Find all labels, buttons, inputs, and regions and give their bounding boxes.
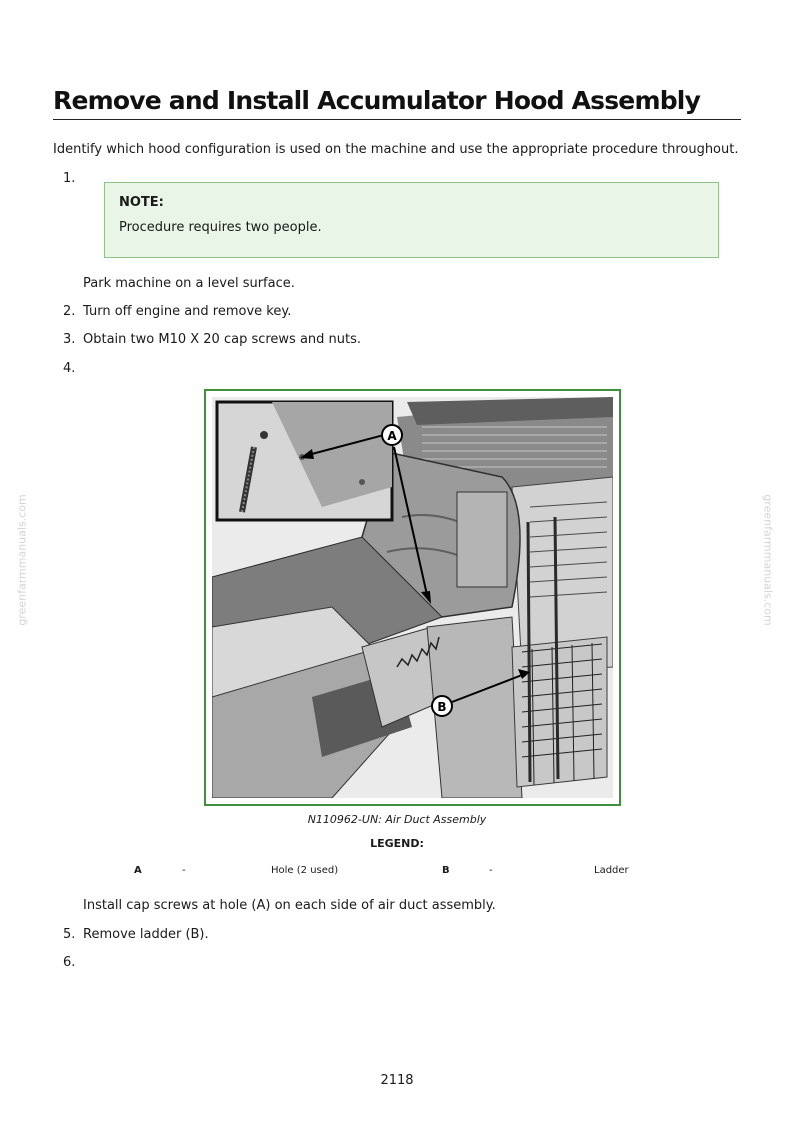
page-number: 2118 bbox=[380, 1073, 414, 1088]
air-duct-figure bbox=[204, 389, 621, 806]
step-4-text: Install cap screws at hole (A) on each side of air duct assembly. bbox=[83, 898, 496, 913]
step-6-number: 6. bbox=[63, 955, 76, 970]
step-3-number: 3. bbox=[63, 332, 76, 347]
page-title: Remove and Install Accumulator Hood Assembly bbox=[53, 86, 741, 120]
figure-caption: N110962-UN: Air Duct Assembly bbox=[307, 813, 487, 826]
callout-a-label: A bbox=[387, 429, 397, 443]
step-4-number: 4. bbox=[63, 361, 76, 376]
step-5-number: 5. bbox=[63, 927, 76, 942]
callout-b-label: B bbox=[437, 700, 447, 714]
legend-key-b: B bbox=[442, 865, 450, 876]
watermark-left: greenfarmmanuals.com bbox=[15, 494, 29, 626]
intro-paragraph: Identify which hood configuration is used on the machine and use the appropriate procedure throughout. bbox=[53, 142, 739, 157]
note-box bbox=[104, 182, 719, 258]
step-3-text: Obtain two M10 X 20 cap screws and nuts. bbox=[83, 332, 362, 347]
step-2-text: Turn off engine and remove key. bbox=[83, 304, 292, 319]
legend-label-b: Ladder bbox=[594, 865, 629, 876]
watermark-right: greenfarmmanuals.com bbox=[761, 494, 775, 626]
step-1-text: Park machine on a level surface. bbox=[83, 276, 295, 291]
note-heading: NOTE: bbox=[119, 195, 164, 210]
step-2-number: 2. bbox=[63, 304, 76, 319]
legend-dash-b: - bbox=[489, 865, 493, 876]
legend-dash-a: - bbox=[182, 865, 186, 876]
step-5-text: Remove ladder (B). bbox=[83, 927, 209, 942]
air-duct-illustration bbox=[212, 397, 613, 798]
step-1-number: 1. bbox=[63, 171, 76, 186]
legend-key-a: A bbox=[134, 865, 142, 876]
legend-title: LEGEND: bbox=[370, 837, 424, 850]
note-body: Procedure requires two people. bbox=[119, 220, 322, 235]
legend-label-a: Hole (2 used) bbox=[271, 865, 339, 876]
